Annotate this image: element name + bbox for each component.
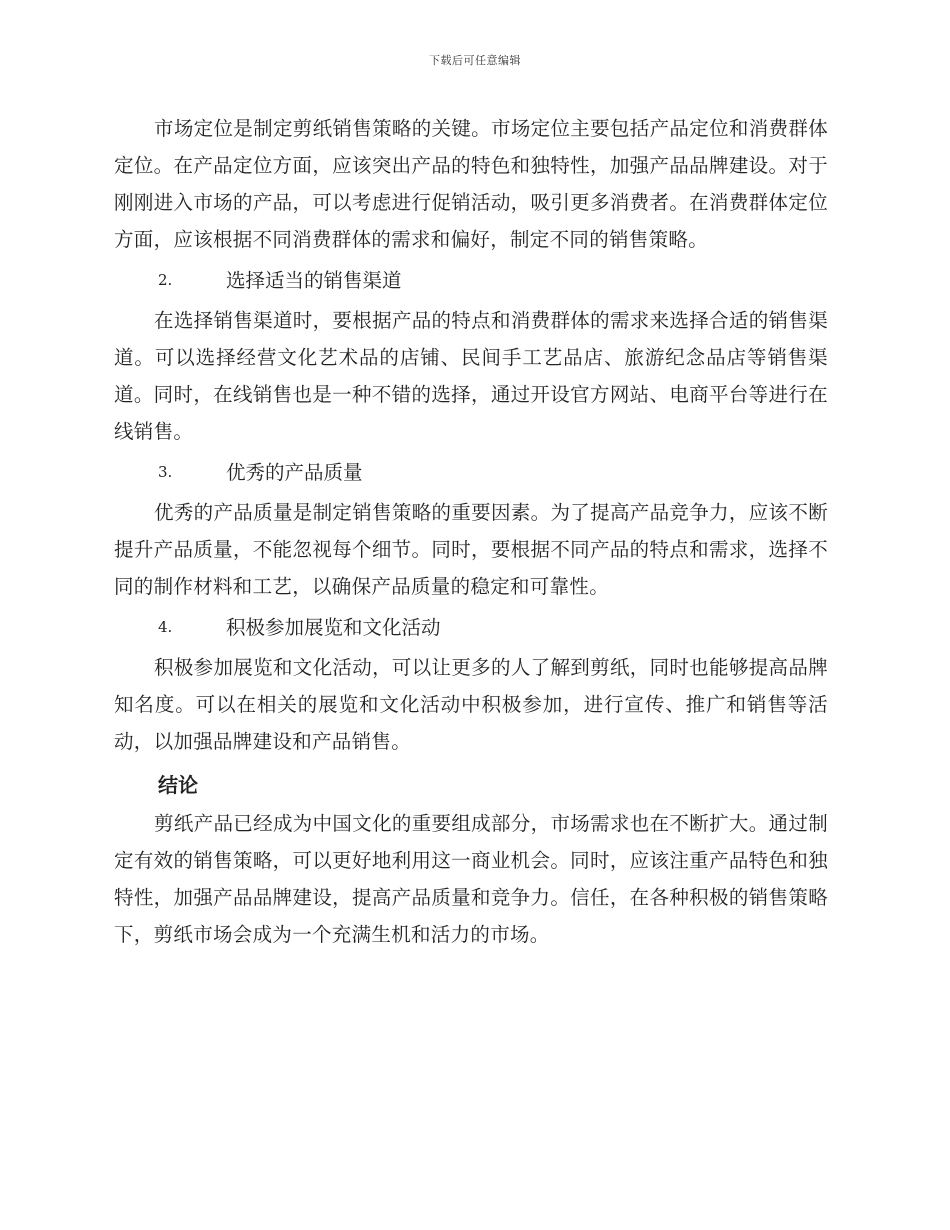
list-item-4	[114, 605, 828, 649]
conclusion-heading: 结论	[158, 773, 198, 797]
conclusion-paragraph: 剪纸产品已经成为中国文化的重要组成部分，市场需求也在不断扩大。通过制定有效的销售策略，可以更好地利用这一商业机会。同时，应该注重产品特色和独特性，加强产品品牌建设，提高产品质量和竞争力。信任，在各种积极的销售策略下，剪纸市场会成为一个充满生机和活力的市场。	[114, 812, 828, 946]
list-item-number: 2.	[158, 270, 173, 289]
list-item-title: 积极参加展览和文化活动	[226, 615, 441, 639]
list-item-number: 3.	[158, 462, 173, 481]
document-body	[114, 110, 828, 953]
intro-paragraph: 市场定位是制定剪纸销售策略的关键。市场定位主要包括产品定位和消费群体定位。在产品定位方面，应该突出产品的特色和独特性，加强产品品牌建设。对于刚刚进入市场的产品，可以考虑进行促销活动，吸引更多消费者。在消费群体定位方面，应该根据不同消费群体的需求和偏好，制定不同的销售策略。	[114, 117, 828, 251]
item2-paragraph: 在选择销售渠道时，要根据产品的特点和消费群体的需求来选择合适的销售渠道。可以选择经营文化艺术品的店铺、民间手工艺品店、旅游纪念品店等销售渠道。同时，在线销售也是一种不错的选择，通过开设官方网站、电商平台等进行在线销售。	[114, 309, 828, 443]
list-item-title: 优秀的产品质量	[226, 460, 363, 484]
item4-paragraph: 积极参加展览和文化活动，可以让更多的人了解到剪纸，同时也能够提高品牌知名度。可以在相关的展览和文化活动中积极参加，进行宣传、推广和销售等活动，以加强品牌建设和产品销售。	[114, 656, 828, 753]
list-item-number: 4.	[158, 617, 173, 636]
item3-paragraph: 优秀的产品质量是制定销售策略的重要因素。为了提高产品竞争力，应该不断提升产品质量，不能忽视每个细节。同时，要根据不同产品的特点和需求，选择不同的制作材料和工艺，以确保产品质量的稳定和可靠性。	[114, 501, 828, 598]
list-item-title: 选择适当的销售渠道	[226, 268, 402, 292]
page-header-note: 下载后可任意编辑	[429, 54, 521, 67]
list-item-3	[114, 450, 828, 494]
list-item-2	[114, 258, 828, 302]
